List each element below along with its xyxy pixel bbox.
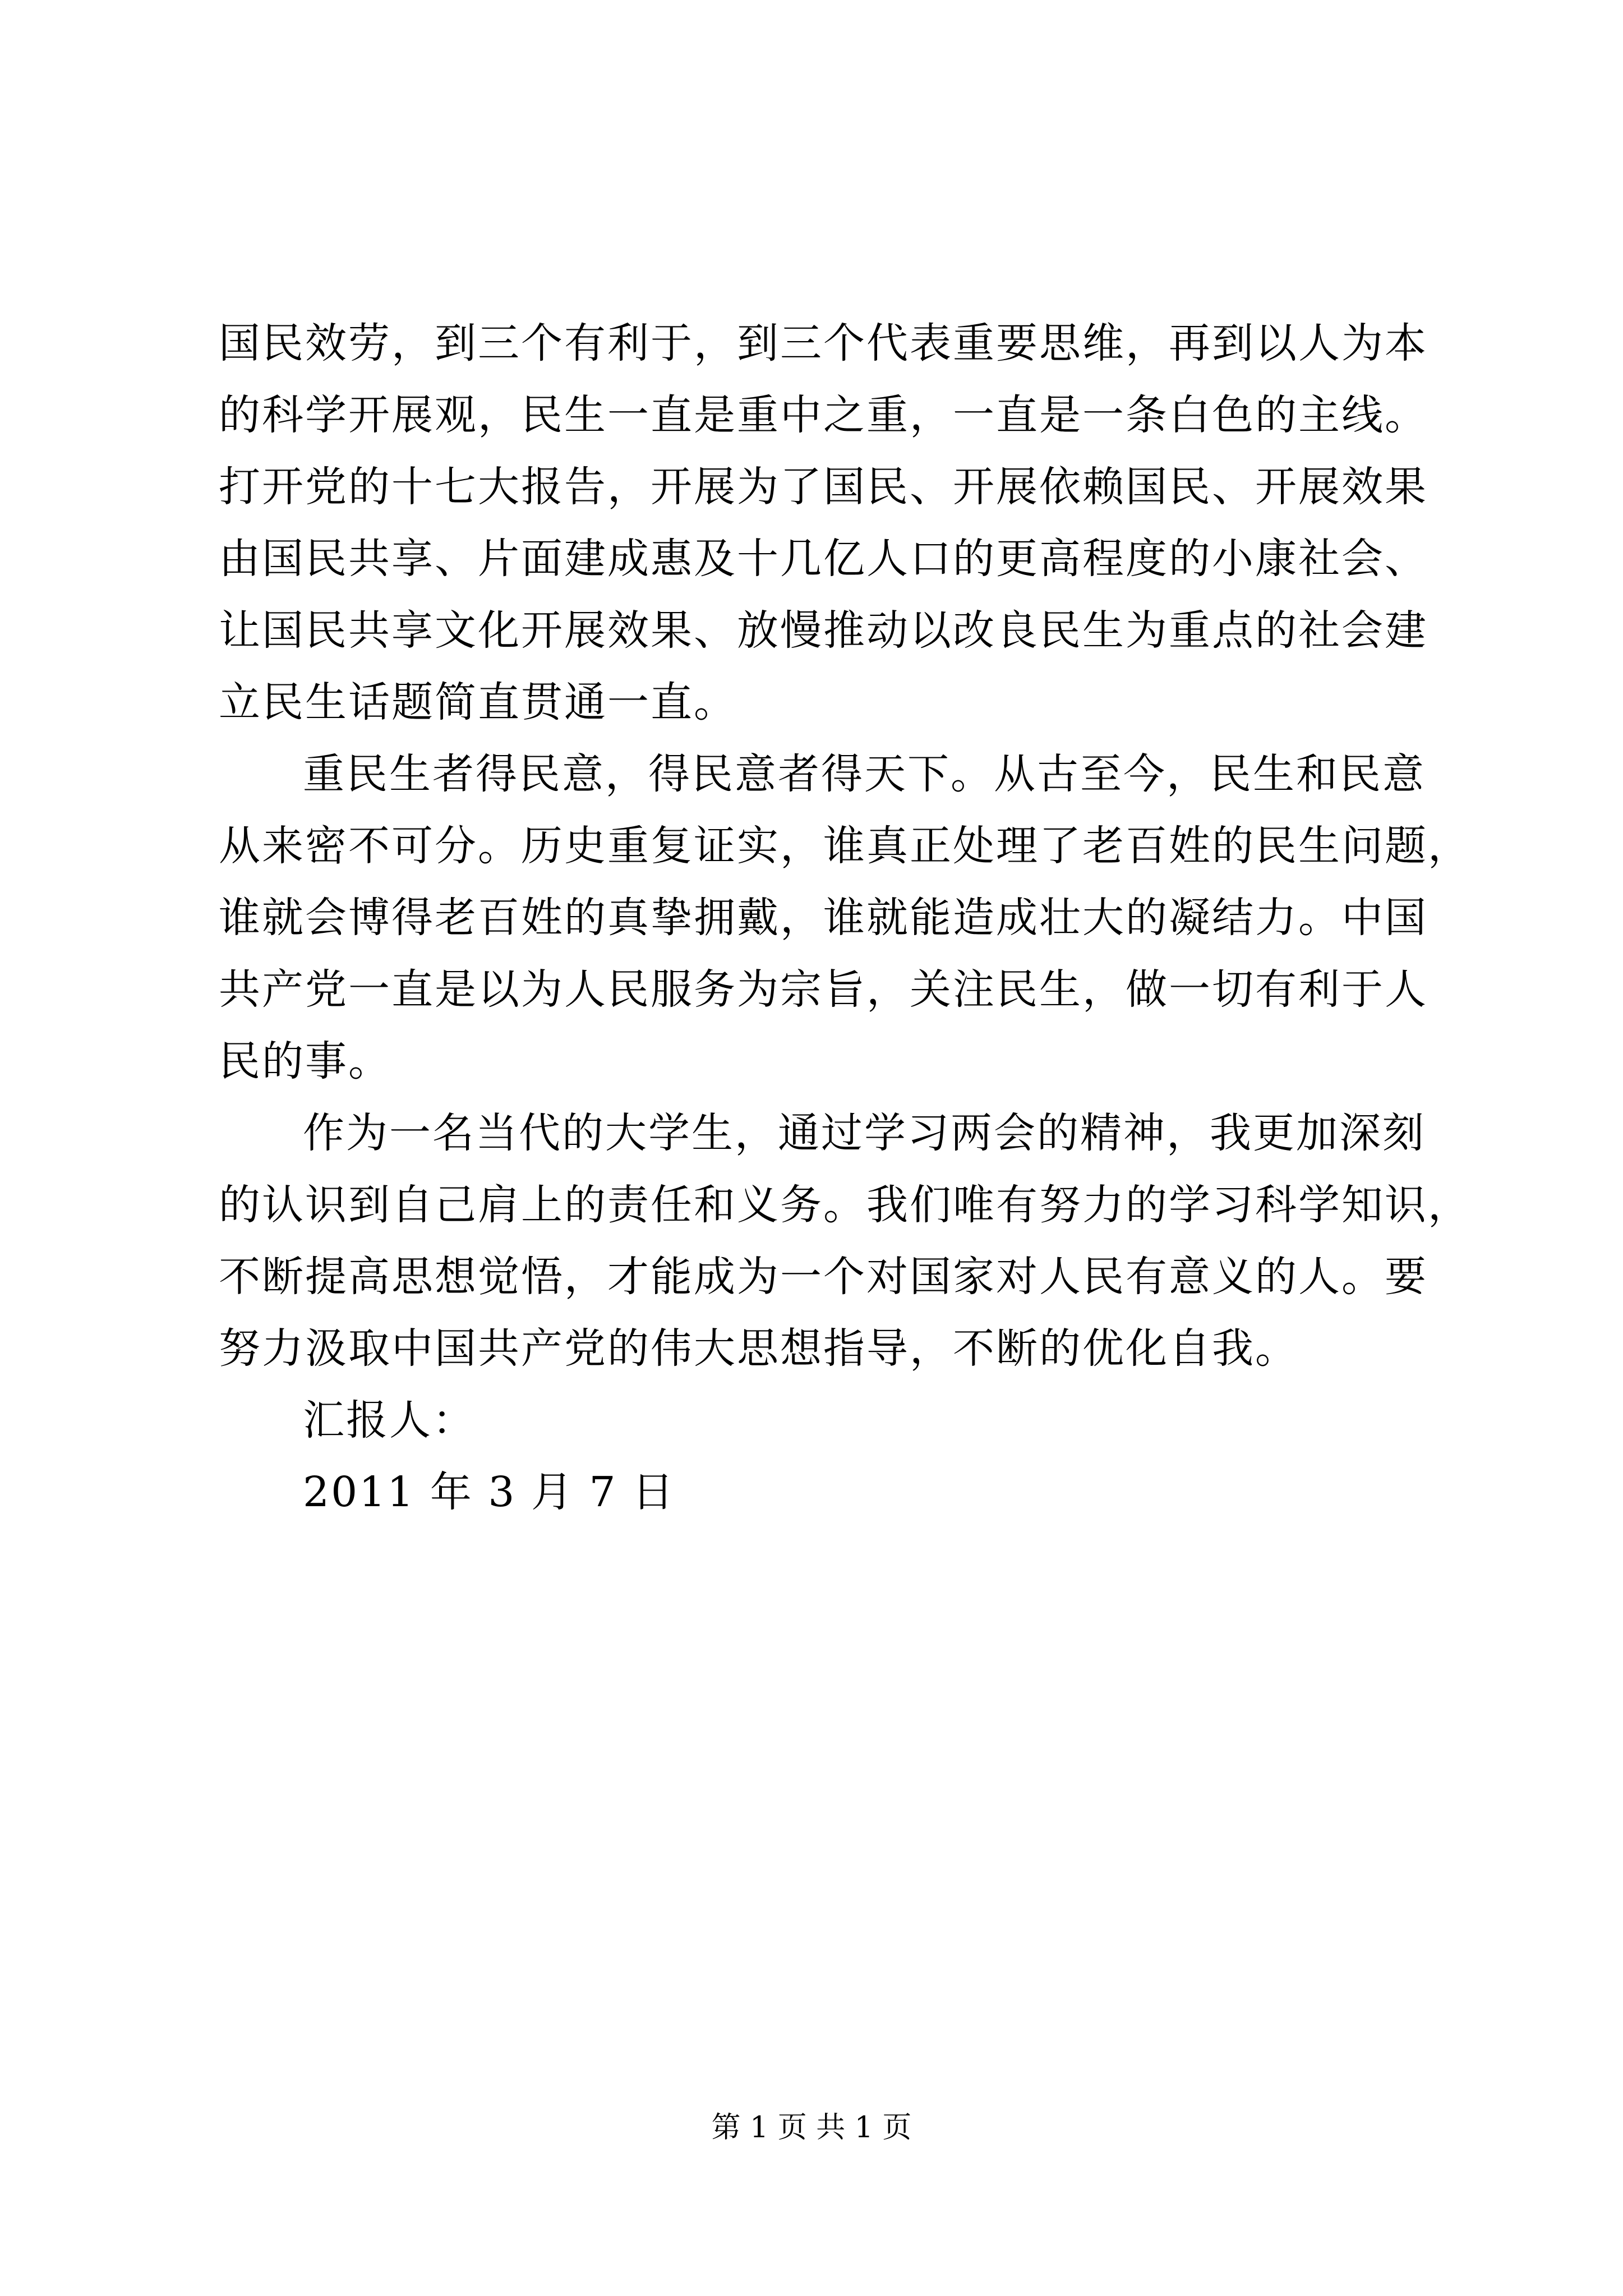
paragraph-start-line: 重民生者得民意，得民意者得天下。从古至今，民生和民意 [303,750,1426,798]
body-line: 打开党的十七大报告，开展为了国民、开展依赖国民、开展效果 [219,463,1428,511]
body-line: 由国民共享、片面建成惠及十几亿人口的更高程度的小康社会、 [219,535,1428,583]
body-line: 立民生话题简直贯通一直。 [219,678,737,726]
page-number-footer: 第 1 页 共 1 页 [711,2111,912,2145]
body-line: 共产党一直是以为人民服务为宗旨，关注民生，做一切有利于人 [219,965,1428,1014]
body-line: 民的事。 [219,1037,391,1085]
body-line: 努力汲取中国共产党的伟大思想指导，不断的优化自我。 [219,1324,1298,1373]
document-body [219,307,1471,1528]
report-date: 2011 年 3 月 7 日 [303,1468,676,1516]
paragraph-start-line: 作为一名当代的大学生，通过学习两会的精神，我更加深刻 [303,1109,1426,1157]
body-line: 的认识到自己肩上的责任和义务。我们唯有努力的学习科学知识， [219,1181,1471,1229]
body-line: 的科学开展观，民生一直是重中之重，一直是一条白色的主线。 [219,391,1428,439]
body-line: 让国民共享文化开展效果、放慢推动以改良民生为重点的社会建 [219,606,1428,655]
body-line: 从来密不可分。历史重复证实，谁真正处理了老百姓的民生问题， [219,822,1471,870]
reporter-label: 汇报人： [303,1396,476,1444]
body-line: 不断提高思想觉悟，才能成为一个对国家对人民有意义的人。要 [219,1253,1428,1301]
body-line: 国民效劳，到三个有利于，到三个代表重要思维，再到以人为本 [219,319,1428,367]
body-line: 谁就会博得老百姓的真挚拥戴，谁就能造成壮大的凝结力。中国 [219,894,1428,942]
